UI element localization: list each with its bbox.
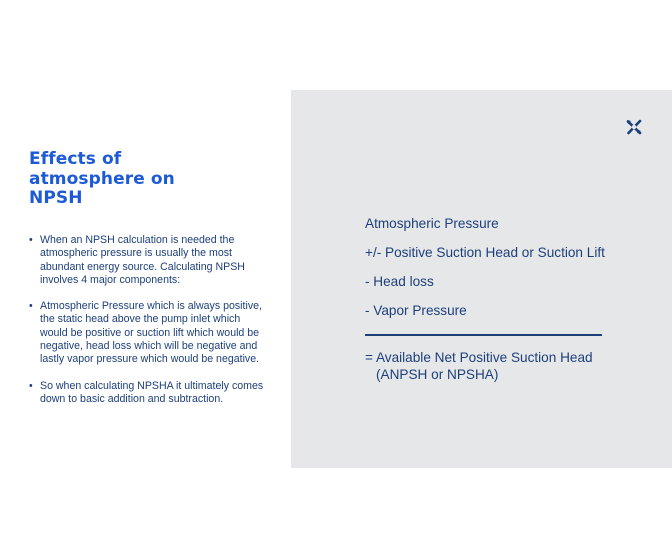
bullet-dot: • [29,300,33,313]
formula-panel [291,90,672,468]
title-line-1: Effects of [29,149,122,169]
bullet-list [29,234,269,419]
bullet-dot: • [29,379,33,392]
result-line-1: = Available Net Positive Suction Head [365,350,593,365]
title-line-2: atmosphere on [29,168,175,189]
bullet-text-3: So when calculating NPSHA it ultimately comes down to basic addition and subtraction. [40,379,264,405]
formula-line-head-loss: - Head loss [365,274,434,289]
crossed-tools-logo-icon [625,118,643,136]
formula-line-vapor-pressure: - Vapor Pressure [365,303,467,318]
title-line-3: NPSH [29,188,83,208]
formula-divider [365,334,602,336]
formula-line-suction-head: +/- Positive Suction Head or Suction Lift [365,245,605,260]
slide-title [29,150,269,209]
bullet-text-1: When an NPSH calculation is needed the atmospheric pressure is usually the most abundant energy source. Calculating NPSH involves 4 major components: [40,234,245,286]
bullet-item-2 [29,300,269,366]
formula-line-atmospheric-pressure: Atmospheric Pressure [365,216,499,231]
bullet-dot: • [29,234,33,246]
formula-result [365,350,593,383]
bullet-item-3 [29,380,269,407]
result-line-2: (ANPSH or NPSHA) [376,366,499,382]
bullet-item-1 [29,234,269,287]
bullet-text-2: Atmospheric Pressure which is always positive, the static head above the pump inlet which would be positive or suction lift which would be negative, head loss which will be negative and lastly vapor pressure which would be negative. [40,300,262,366]
